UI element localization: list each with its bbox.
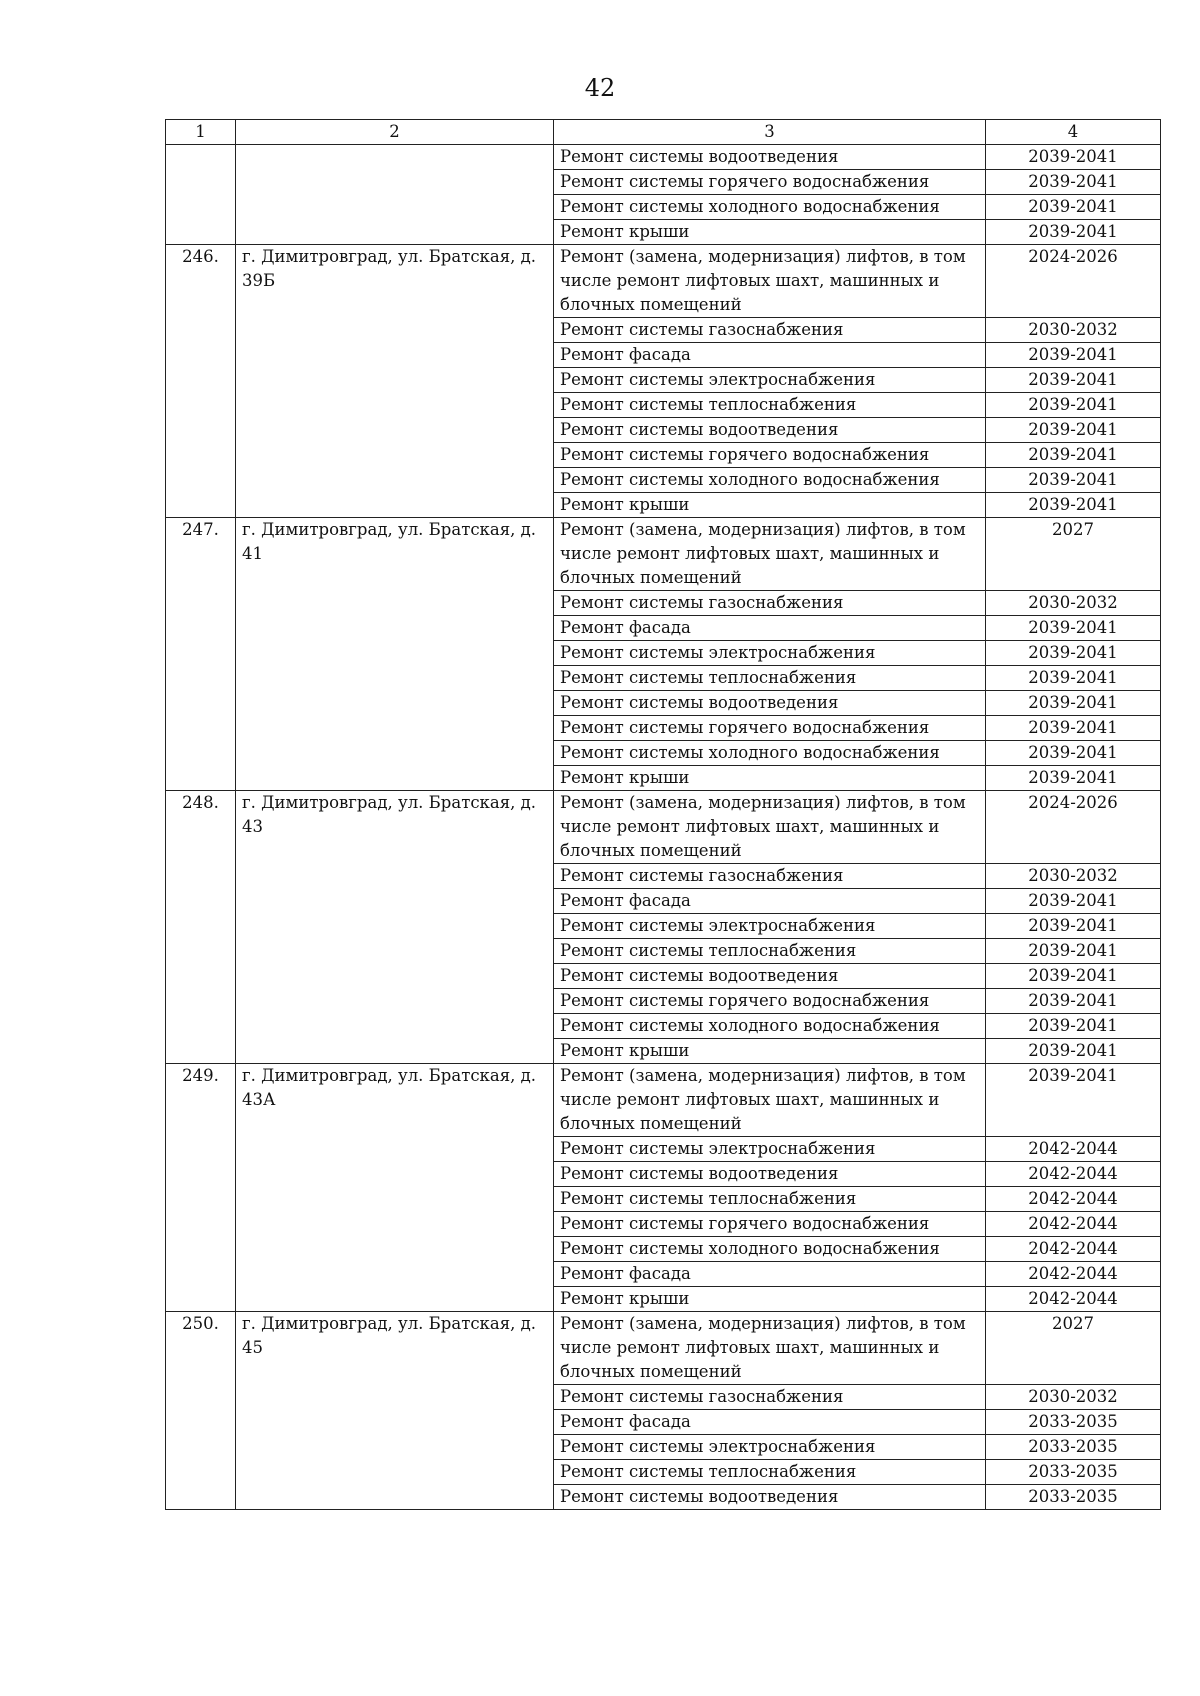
work-type-cell: Ремонт (замена, модернизация) лифтов, в том числе ремонт лифтовых шахт, машинных и блочных помещений: [554, 245, 986, 318]
period-cell: 2039-2041: [986, 939, 1161, 964]
period-cell: 2039-2041: [986, 468, 1161, 493]
work-type-cell: Ремонт системы водоотведения: [554, 145, 986, 170]
period-cell: 2039-2041: [986, 145, 1161, 170]
table-row: [166, 245, 1161, 318]
work-type-cell: Ремонт системы водоотведения: [554, 964, 986, 989]
period-cell: 2042-2044: [986, 1262, 1161, 1287]
repair-schedule-table: [165, 119, 1161, 1510]
column-header: 4: [986, 120, 1161, 145]
period-cell: 2042-2044: [986, 1137, 1161, 1162]
work-type-cell: Ремонт системы водоотведения: [554, 1162, 986, 1187]
table-row: [166, 791, 1161, 864]
table-row: [166, 145, 1161, 170]
table-row: [166, 1312, 1161, 1385]
work-type-cell: Ремонт системы холодного водоснабжения: [554, 1237, 986, 1262]
entry-number-cell: 247.: [166, 518, 236, 791]
work-type-cell: Ремонт системы электроснабжения: [554, 914, 986, 939]
period-cell: 2039-2041: [986, 691, 1161, 716]
table-body: [166, 145, 1161, 1510]
work-type-cell: Ремонт системы холодного водоснабжения: [554, 468, 986, 493]
period-cell: 2039-2041: [986, 1014, 1161, 1039]
period-cell: 2033-2035: [986, 1435, 1161, 1460]
column-header: 1: [166, 120, 236, 145]
period-cell: 2039-2041: [986, 343, 1161, 368]
column-header: 3: [554, 120, 986, 145]
period-cell: 2039-2041: [986, 889, 1161, 914]
work-type-cell: Ремонт системы горячего водоснабжения: [554, 443, 986, 468]
work-type-cell: Ремонт (замена, модернизация) лифтов, в том числе ремонт лифтовых шахт, машинных и блочных помещений: [554, 791, 986, 864]
work-type-cell: Ремонт системы электроснабжения: [554, 1435, 986, 1460]
work-type-cell: Ремонт фасада: [554, 616, 986, 641]
work-type-cell: Ремонт системы газоснабжения: [554, 864, 986, 889]
work-type-cell: Ремонт системы газоснабжения: [554, 1385, 986, 1410]
period-cell: 2027: [986, 518, 1161, 591]
period-cell: 2042-2044: [986, 1212, 1161, 1237]
period-cell: 2027: [986, 1312, 1161, 1385]
period-cell: 2030-2032: [986, 318, 1161, 343]
entry-number-cell: 248.: [166, 791, 236, 1064]
work-type-cell: Ремонт системы горячего водоснабжения: [554, 716, 986, 741]
work-type-cell: Ремонт системы водоотведения: [554, 1485, 986, 1510]
page-number: 42: [584, 74, 616, 102]
entry-number-cell: 246.: [166, 245, 236, 518]
work-type-cell: Ремонт системы горячего водоснабжения: [554, 989, 986, 1014]
column-header: 2: [236, 120, 554, 145]
period-cell: 2042-2044: [986, 1187, 1161, 1212]
work-type-cell: Ремонт системы водоотведения: [554, 418, 986, 443]
period-cell: 2039-2041: [986, 989, 1161, 1014]
period-cell: 2039-2041: [986, 914, 1161, 939]
period-cell: 2039-2041: [986, 418, 1161, 443]
period-cell: 2030-2032: [986, 1385, 1161, 1410]
work-type-cell: Ремонт крыши: [554, 1287, 986, 1312]
period-cell: 2042-2044: [986, 1162, 1161, 1187]
work-type-cell: Ремонт системы холодного водоснабжения: [554, 1014, 986, 1039]
table-row: [166, 1064, 1161, 1137]
period-cell: 2024-2026: [986, 791, 1161, 864]
address-cell: г. Димитровград, ул. Братская, д. 43А: [236, 1064, 554, 1312]
work-type-cell: Ремонт (замена, модернизация) лифтов, в том числе ремонт лифтовых шахт, машинных и блочных помещений: [554, 1312, 986, 1385]
period-cell: 2039-2041: [986, 368, 1161, 393]
period-cell: 2042-2044: [986, 1287, 1161, 1312]
period-cell: 2033-2035: [986, 1410, 1161, 1435]
work-type-cell: Ремонт системы теплоснабжения: [554, 393, 986, 418]
period-cell: 2039-2041: [986, 616, 1161, 641]
work-type-cell: Ремонт системы газоснабжения: [554, 591, 986, 616]
work-type-cell: Ремонт системы холодного водоснабжения: [554, 195, 986, 220]
entry-number-cell: 250.: [166, 1312, 236, 1510]
period-cell: 2039-2041: [986, 170, 1161, 195]
work-type-cell: Ремонт системы электроснабжения: [554, 368, 986, 393]
address-cell: г. Димитровград, ул. Братская, д. 43: [236, 791, 554, 1064]
period-cell: 2039-2041: [986, 393, 1161, 418]
period-cell: 2039-2041: [986, 741, 1161, 766]
work-type-cell: Ремонт системы газоснабжения: [554, 318, 986, 343]
period-cell: 2024-2026: [986, 245, 1161, 318]
period-cell: 2039-2041: [986, 666, 1161, 691]
work-type-cell: Ремонт системы электроснабжения: [554, 1137, 986, 1162]
period-cell: 2039-2041: [986, 220, 1161, 245]
address-cell: г. Димитровград, ул. Братская, д. 41: [236, 518, 554, 791]
period-cell: 2042-2044: [986, 1237, 1161, 1262]
period-cell: 2039-2041: [986, 766, 1161, 791]
work-type-cell: Ремонт (замена, модернизация) лифтов, в том числе ремонт лифтовых шахт, машинных и блочных помещений: [554, 1064, 986, 1137]
table-row: [166, 518, 1161, 591]
work-type-cell: Ремонт системы холодного водоснабжения: [554, 741, 986, 766]
work-type-cell: Ремонт (замена, модернизация) лифтов, в том числе ремонт лифтовых шахт, машинных и блочных помещений: [554, 518, 986, 591]
period-cell: 2030-2032: [986, 864, 1161, 889]
work-type-cell: Ремонт системы горячего водоснабжения: [554, 1212, 986, 1237]
period-cell: 2039-2041: [986, 641, 1161, 666]
period-cell: 2039-2041: [986, 195, 1161, 220]
work-type-cell: Ремонт системы теплоснабжения: [554, 939, 986, 964]
work-type-cell: Ремонт системы электроснабжения: [554, 641, 986, 666]
period-cell: 2039-2041: [986, 443, 1161, 468]
address-cell: г. Димитровград, ул. Братская, д. 39Б: [236, 245, 554, 518]
work-type-cell: Ремонт системы теплоснабжения: [554, 1187, 986, 1212]
work-type-cell: Ремонт системы водоотведения: [554, 691, 986, 716]
work-type-cell: Ремонт крыши: [554, 493, 986, 518]
work-type-cell: Ремонт фасада: [554, 343, 986, 368]
period-cell: 2030-2032: [986, 591, 1161, 616]
period-cell: 2039-2041: [986, 716, 1161, 741]
work-type-cell: Ремонт системы горячего водоснабжения: [554, 170, 986, 195]
period-cell: 2039-2041: [986, 1039, 1161, 1064]
header-row: [166, 120, 1161, 145]
work-type-cell: Ремонт системы теплоснабжения: [554, 666, 986, 691]
period-cell: 2039-2041: [986, 1064, 1161, 1137]
work-type-cell: Ремонт крыши: [554, 1039, 986, 1064]
work-type-cell: Ремонт системы теплоснабжения: [554, 1460, 986, 1485]
address-cell: [236, 145, 554, 245]
work-type-cell: Ремонт фасада: [554, 889, 986, 914]
period-cell: 2033-2035: [986, 1460, 1161, 1485]
period-cell: 2039-2041: [986, 493, 1161, 518]
address-cell: г. Димитровград, ул. Братская, д. 45: [236, 1312, 554, 1510]
work-type-cell: Ремонт фасада: [554, 1262, 986, 1287]
work-type-cell: Ремонт фасада: [554, 1410, 986, 1435]
entry-number-cell: 249.: [166, 1064, 236, 1312]
period-cell: 2039-2041: [986, 964, 1161, 989]
entry-number-cell: [166, 145, 236, 245]
work-type-cell: Ремонт крыши: [554, 766, 986, 791]
period-cell: 2033-2035: [986, 1485, 1161, 1510]
work-type-cell: Ремонт крыши: [554, 220, 986, 245]
